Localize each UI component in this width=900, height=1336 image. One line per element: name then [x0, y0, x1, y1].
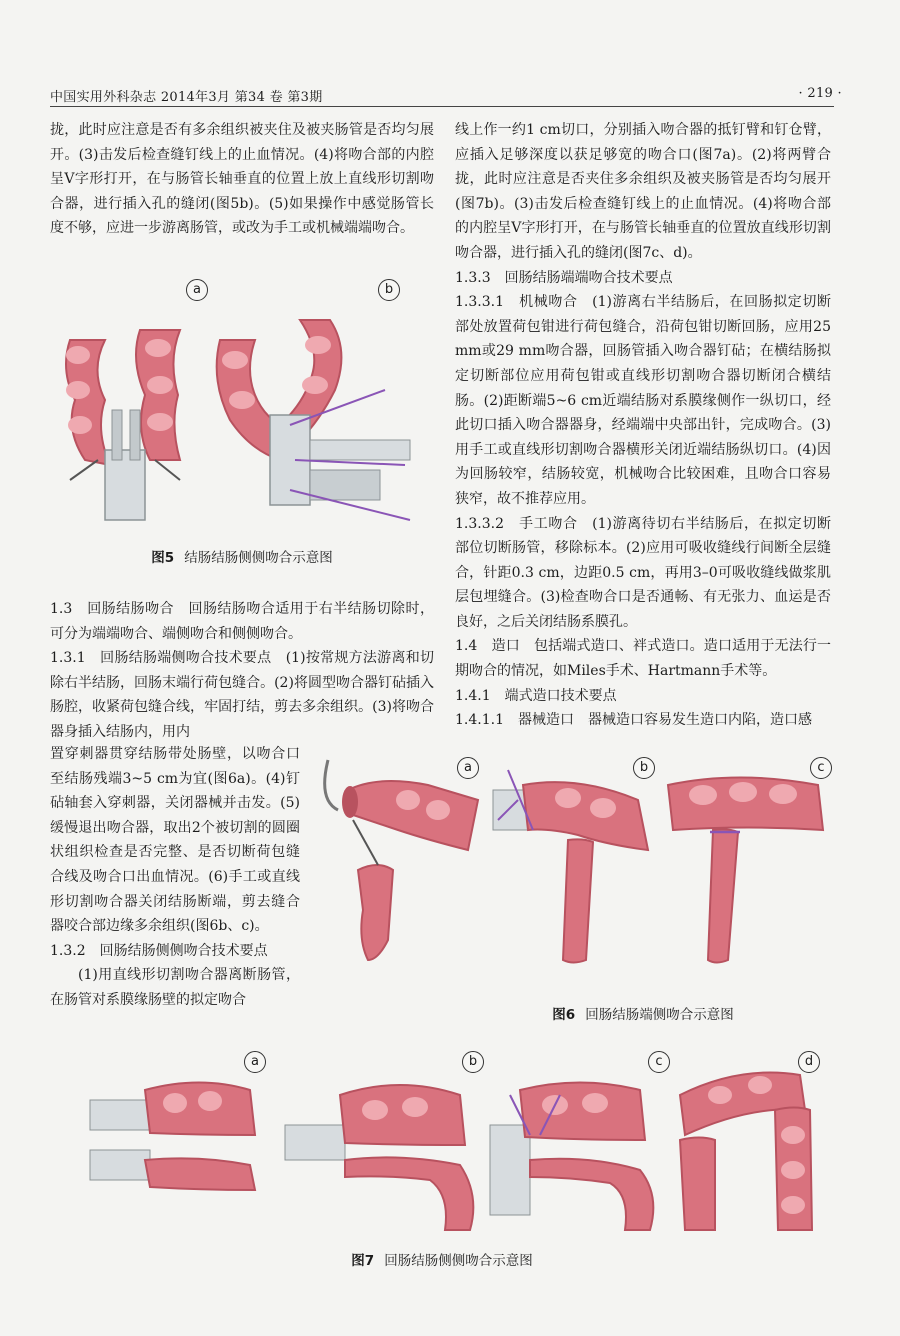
- fig7-caption: [50, 1249, 834, 1269]
- fig7a-insert-arms: [90, 1083, 255, 1191]
- fig6a-end-to-side: [325, 760, 478, 960]
- fig5-label-a: a: [186, 279, 208, 301]
- fig7c-close-opening: [490, 1083, 653, 1231]
- heading-1-3-2: 1.3.2 回肠结肠侧侧吻合技术要点: [50, 942, 268, 959]
- paragraph-1-4-1-1: 1.4.1.1 器械造口 器械造口容易发生造口内陷，造口感: [455, 712, 812, 729]
- fig5b-linear-stapler: [270, 390, 410, 520]
- paragraph-right-top: 线上作一约1 cm切口，分别插入吻合器的抵钉臂和钉仓臂，应插入足够深度以获足够宽的吻合口(图7a)。(2)将两臂合拢，此时应注意是否夹住多余组织及被夹肠管是否均匀展开(图7b)。(3)击发后检查缝钉线上的止血情况。(4)将吻合部的内腔呈V字形打开，在与肠管长轴垂直的位置放直线形切割吻合器，进行插入孔的缝闭(图7c、d)。: [455, 122, 831, 261]
- fig7-label-a: a: [244, 1051, 266, 1073]
- fig5-label-b: b: [378, 279, 400, 301]
- page-number: · 219 ·: [798, 86, 842, 101]
- fig5a-colon-right: [136, 330, 180, 460]
- fig5-caption-text: 结肠结肠侧侧吻合示意图: [184, 550, 333, 566]
- fig6-caption-number: 图6: [552, 1007, 576, 1023]
- fig7b-arms-closed: [285, 1085, 473, 1230]
- paragraph-1-3-3-2: 1.3.3.2 手工吻合 (1)游离待切右半结肠后，在拟定切断部位切断肠管，移除标本。(2)应用可吸收缝线行间断全层缝合，针距0.3 cm，边距0.5 cm，再用3–0可吸收缝线做浆肌层包埋缝合。(3)检查吻合口是否通畅、有无张力、血运是否良好，之后关闭结肠系膜孔。: [455, 515, 831, 630]
- fig7-label-d: d: [798, 1051, 820, 1073]
- paragraph-1-3-2: (1)用直线形切割吻合器离断肠管，在肠管对系膜缘肠壁的拟定吻合: [50, 967, 300, 1008]
- fig6-label-a: a: [457, 757, 479, 779]
- journal-header: 中国实用外科杂志 2014年3月 第34 卷 第3期: [50, 90, 323, 105]
- fig5-illustration: [50, 300, 434, 530]
- fig7d-completed: [680, 1073, 812, 1231]
- fig7-caption-number: 图7: [351, 1253, 375, 1269]
- right-column: [455, 118, 831, 733]
- fig6c-completed: [668, 778, 823, 963]
- fig5a-colon-left: [66, 340, 110, 465]
- paragraph-1-3-1-continued: 置穿刺器贯穿结肠带处肠壁，以吻合口至结肠残端3~5 cm为宜(图6a)。(4)钉砧轴套入穿刺器，关闭器械并击发。(5)缓慢退出吻合器，取出2个被切割的圆圈状组织检查是否完整、是否切断荷包缝合线及吻合口出血情况。(6)手工或直线形切割吻合器关闭结肠断端，剪去缝合器咬合部边缘多余组织(图6b、c)。: [50, 746, 300, 935]
- fig6-caption: [455, 1003, 831, 1023]
- fig7-illustration: [60, 1065, 840, 1235]
- fig7-label-b: b: [462, 1051, 484, 1073]
- fig6-caption-text: 回肠结肠端侧吻合示意图: [585, 1007, 734, 1023]
- fig6b-stapler-closure: [493, 770, 648, 963]
- fig7-label-c: c: [648, 1051, 670, 1073]
- paragraph-left-top: 拢，此时应注意是否有多余组织被夹住及被夹肠管是否均匀展开。(3)击发后检查缝钉线上的止血情况。(4)将吻合部的内腔呈V字形打开，在与肠管长轴垂直的位置上放上直线形切割吻合器，进行插入孔的缝闭(图5b)。(5)如果操作中感觉肠管长度不够，应进一步游离肠管，或改为手工或机械端端吻合。: [50, 122, 434, 237]
- left-column-narrow: [50, 742, 300, 1013]
- left-column-13: [50, 597, 434, 745]
- fig6-label-c: c: [810, 757, 832, 779]
- paragraph-1-4: 1.4 造口 包括端式造口、袢式造口。造口适用于无法行一期吻合的情况，如Miles手术、Hartmann手术等。: [455, 638, 831, 680]
- paragraph-1-3: 1.3 回肠结肠吻合 回肠结肠吻合适用于右半结肠切除时，可分为端端吻合、端侧吻合和侧侧吻合。: [50, 601, 434, 642]
- fig6-label-b: b: [633, 757, 655, 779]
- heading-1-3-3: 1.3.3 回肠结肠端端吻合技术要点: [455, 269, 673, 286]
- fig5-caption: [50, 546, 434, 566]
- fig6-illustration: [318, 760, 838, 980]
- header-rule: [50, 106, 834, 107]
- fig5-caption-number: 图5: [151, 550, 175, 566]
- paragraph-1-3-3-1: 1.3.3.1 机械吻合 (1)游离右半结肠后，在回肠拟定切断部处放置荷包钳进行荷包缝合，沿荷包钳切断回肠，应用25 mm或29 mm吻合器，回肠管插入吻合器钉砧；在横结肠拟定切断部位应用荷包钳或直线形切割吻合器切断闭合横结肠。(2)距断端5~6 cm近端结肠对系膜缘侧作一纵切口，经此切口插入吻合器器身，经端端中央部出针，完成吻合。(3)用手工或直线形切割吻合器横形关闭近端结肠纵切口。(4)因为回肠较窄，结肠较宽，机械吻合比较困难，且吻合口容易狭窄，故不推荐应用。: [455, 294, 831, 507]
- paragraph-1-3-1: 1.3.1 回肠结肠端侧吻合技术要点 (1)按常规方法游离和切除右半结肠，回肠末端行荷包缝合。(2)将圆型吻合器钉砧插入肠腔，收紧荷包缝合线，牢固打结，剪去多余组织。(3)将吻合器身插入结肠内，用内: [50, 650, 434, 740]
- heading-1-4-1: 1.4.1 端式造口技术要点: [455, 687, 617, 704]
- fig7-caption-text: 回肠结肠侧侧吻合示意图: [384, 1253, 533, 1269]
- left-column-top: [50, 118, 434, 241]
